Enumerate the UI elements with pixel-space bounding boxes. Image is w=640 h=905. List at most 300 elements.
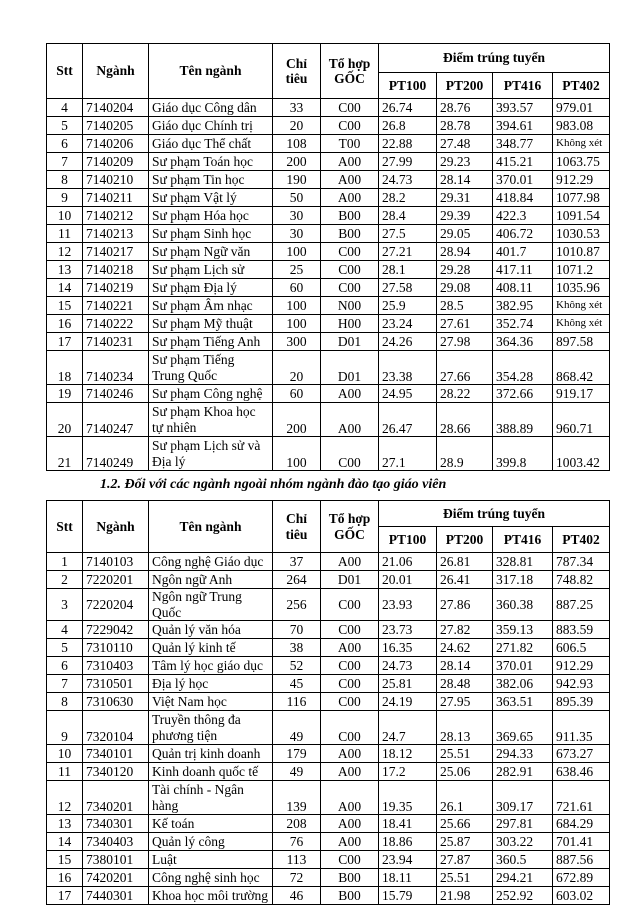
cell-pt416: 317.18 <box>493 571 553 589</box>
cell-pt200: 28.9 <box>437 437 493 471</box>
cell-ten-nganh: Công nghệ Giáo dục <box>149 553 273 571</box>
cell-pt100: 23.73 <box>379 621 437 639</box>
cell-chi-tieu: 37 <box>273 553 321 571</box>
cell-stt: 21 <box>47 437 83 471</box>
cell-pt100: 27.99 <box>379 153 437 171</box>
table-row <box>47 589 610 621</box>
cell-pt100: 18.12 <box>379 745 437 763</box>
cell-to-hop: A00 <box>321 833 379 851</box>
cell-pt416: 422.3 <box>493 207 553 225</box>
cell-pt416: 382.95 <box>493 297 553 315</box>
cell-pt402: 603.02 <box>553 887 610 905</box>
cell-pt416: 352.74 <box>493 315 553 333</box>
cell-chi-tieu: 52 <box>273 657 321 675</box>
cell-ma-nganh: 7340403 <box>83 833 149 851</box>
cell-ten-nganh: Quản lý kinh tế <box>149 639 273 657</box>
cell-chi-tieu: 20 <box>273 351 321 385</box>
cell-pt200: 24.62 <box>437 639 493 657</box>
table-row <box>47 781 610 815</box>
cell-ten-nganh: Tài chính - Ngân hàng <box>149 781 273 815</box>
table1-body <box>47 99 610 471</box>
cell-to-hop: C00 <box>321 117 379 135</box>
table-row <box>47 189 610 207</box>
header-nganh: Ngành <box>83 44 149 99</box>
cell-pt100: 24.73 <box>379 171 437 189</box>
cell-ma-nganh: 7310110 <box>83 639 149 657</box>
cell-ma-nganh: 7340101 <box>83 745 149 763</box>
cell-pt402: 748.82 <box>553 571 610 589</box>
cell-ma-nganh: 7320104 <box>83 711 149 745</box>
table2-body <box>47 553 610 905</box>
cell-pt100: 23.93 <box>379 589 437 621</box>
cell-pt200: 29.28 <box>437 261 493 279</box>
header-chi-tieu: Chỉ tiêu <box>273 501 321 553</box>
cell-ma-nganh: 7140247 <box>83 403 149 437</box>
cell-ten-nganh: Ngôn ngữ Trung Quốc <box>149 589 273 621</box>
cell-pt100: 23.24 <box>379 315 437 333</box>
cell-stt: 5 <box>47 117 83 135</box>
cell-pt100: 18.86 <box>379 833 437 851</box>
cell-pt416: 297.81 <box>493 815 553 833</box>
cell-pt402: 1077.98 <box>553 189 610 207</box>
cell-pt100: 27.58 <box>379 279 437 297</box>
cell-ten-nganh: Sư phạm Hóa học <box>149 207 273 225</box>
cell-pt200: 29.23 <box>437 153 493 171</box>
cell-pt402: 1010.87 <box>553 243 610 261</box>
cell-pt416: 382.06 <box>493 675 553 693</box>
cell-pt100: 19.35 <box>379 781 437 815</box>
table-row <box>47 297 610 315</box>
cell-chi-tieu: 46 <box>273 887 321 905</box>
cell-pt402: 1030.53 <box>553 225 610 243</box>
cell-to-hop: A00 <box>321 781 379 815</box>
cell-pt100: 24.19 <box>379 693 437 711</box>
cell-stt: 5 <box>47 639 83 657</box>
cell-ten-nganh: Sư phạm Tin học <box>149 171 273 189</box>
cell-to-hop: C00 <box>321 437 379 471</box>
table-row <box>47 711 610 745</box>
cell-ma-nganh: 7140231 <box>83 333 149 351</box>
cell-pt200: 29.39 <box>437 207 493 225</box>
cell-pt100: 23.38 <box>379 351 437 385</box>
cell-to-hop: A00 <box>321 745 379 763</box>
cell-pt100: 18.41 <box>379 815 437 833</box>
cell-ma-nganh: 7140103 <box>83 553 149 571</box>
cell-stt: 6 <box>47 135 83 153</box>
cell-pt402: 979.01 <box>553 99 610 117</box>
cell-pt416: 282.91 <box>493 763 553 781</box>
cell-pt200: 25.51 <box>437 745 493 763</box>
cell-chi-tieu: 49 <box>273 763 321 781</box>
cell-ten-nganh: Sư phạm Tiếng Anh <box>149 333 273 351</box>
cell-pt402: 887.25 <box>553 589 610 621</box>
header-to-hop: Tổ hợp GỐC <box>321 44 379 99</box>
cell-pt402: 895.39 <box>553 693 610 711</box>
cell-pt200: 28.66 <box>437 403 493 437</box>
cell-pt416: 417.11 <box>493 261 553 279</box>
cell-pt100: 27.1 <box>379 437 437 471</box>
cell-ten-nganh: Kế toán <box>149 815 273 833</box>
cell-chi-tieu: 300 <box>273 333 321 351</box>
header-stt: Stt <box>47 44 83 99</box>
cell-chi-tieu: 108 <box>273 135 321 153</box>
cell-ma-nganh: 7140249 <box>83 437 149 471</box>
cell-stt: 11 <box>47 763 83 781</box>
cell-ten-nganh: Quản lý văn hóa <box>149 621 273 639</box>
cell-pt200: 28.78 <box>437 117 493 135</box>
cell-chi-tieu: 60 <box>273 279 321 297</box>
cell-ma-nganh: 7140206 <box>83 135 149 153</box>
cell-pt100: 27.5 <box>379 225 437 243</box>
cell-chi-tieu: 20 <box>273 117 321 135</box>
cell-chi-tieu: 30 <box>273 207 321 225</box>
cell-pt200: 26.81 <box>437 553 493 571</box>
cell-chi-tieu: 113 <box>273 851 321 869</box>
cell-pt416: 372.66 <box>493 385 553 403</box>
cell-stt: 10 <box>47 207 83 225</box>
table-row <box>47 437 610 471</box>
cell-to-hop: A00 <box>321 153 379 171</box>
cell-pt416: 303.22 <box>493 833 553 851</box>
cell-to-hop: A00 <box>321 403 379 437</box>
cell-ten-nganh: Luật <box>149 851 273 869</box>
cell-ma-nganh: 7140204 <box>83 99 149 117</box>
cell-to-hop: C00 <box>321 261 379 279</box>
cell-pt100: 28.4 <box>379 207 437 225</box>
cell-pt416: 388.89 <box>493 403 553 437</box>
cell-pt416: 328.81 <box>493 553 553 571</box>
header-pt200: PT200 <box>437 73 493 99</box>
table-row <box>47 571 610 589</box>
cell-stt: 6 <box>47 657 83 675</box>
admission-table-teacher-training <box>46 43 610 471</box>
cell-pt416: 364.36 <box>493 333 553 351</box>
cell-pt416: 360.38 <box>493 589 553 621</box>
cell-pt416: 406.72 <box>493 225 553 243</box>
cell-ma-nganh: 7140219 <box>83 279 149 297</box>
cell-pt100: 24.95 <box>379 385 437 403</box>
cell-ten-nganh: Sư phạm Lịch sử <box>149 261 273 279</box>
cell-to-hop: A00 <box>321 385 379 403</box>
cell-pt100: 26.8 <box>379 117 437 135</box>
cell-pt200: 28.48 <box>437 675 493 693</box>
cell-to-hop: C00 <box>321 711 379 745</box>
cell-stt: 18 <box>47 351 83 385</box>
cell-chi-tieu: 100 <box>273 315 321 333</box>
cell-chi-tieu: 72 <box>273 869 321 887</box>
cell-stt: 11 <box>47 225 83 243</box>
cell-ten-nganh: Giáo dục Công dân <box>149 99 273 117</box>
cell-pt100: 23.94 <box>379 851 437 869</box>
cell-ma-nganh: 7140217 <box>83 243 149 261</box>
cell-pt416: 309.17 <box>493 781 553 815</box>
table-row <box>47 351 610 385</box>
cell-pt402: 1091.54 <box>553 207 610 225</box>
cell-to-hop: N00 <box>321 297 379 315</box>
cell-to-hop: A00 <box>321 815 379 833</box>
cell-pt416: 294.33 <box>493 745 553 763</box>
cell-pt416: 369.65 <box>493 711 553 745</box>
cell-chi-tieu: 264 <box>273 571 321 589</box>
cell-stt: 10 <box>47 745 83 763</box>
cell-pt200: 28.5 <box>437 297 493 315</box>
cell-stt: 16 <box>47 869 83 887</box>
cell-stt: 8 <box>47 171 83 189</box>
cell-pt200: 29.05 <box>437 225 493 243</box>
cell-to-hop: A00 <box>321 553 379 571</box>
cell-pt100: 24.73 <box>379 657 437 675</box>
cell-ten-nganh: Ngôn ngữ Anh <box>149 571 273 589</box>
cell-chi-tieu: 38 <box>273 639 321 657</box>
cell-pt416: 359.13 <box>493 621 553 639</box>
cell-ten-nganh: Giáo dục Chính trị <box>149 117 273 135</box>
cell-ten-nganh: Sư phạm Toán học <box>149 153 273 171</box>
cell-ten-nganh: Sư phạm Mỹ thuật <box>149 315 273 333</box>
cell-to-hop: A00 <box>321 763 379 781</box>
cell-ten-nganh: Sư phạm Địa lý <box>149 279 273 297</box>
table-row <box>47 225 610 243</box>
header-diem: Điểm trúng tuyển <box>379 44 610 73</box>
cell-stt: 7 <box>47 153 83 171</box>
cell-to-hop: A00 <box>321 189 379 207</box>
cell-pt402: 638.46 <box>553 763 610 781</box>
cell-pt100: 21.06 <box>379 553 437 571</box>
cell-pt100: 25.9 <box>379 297 437 315</box>
cell-to-hop: B00 <box>321 225 379 243</box>
cell-ten-nganh: Kinh doanh quốc tế <box>149 763 273 781</box>
cell-pt416: 401.7 <box>493 243 553 261</box>
cell-to-hop: C00 <box>321 621 379 639</box>
cell-to-hop: B00 <box>321 207 379 225</box>
cell-to-hop: T00 <box>321 135 379 153</box>
admission-table-other-majors <box>46 500 610 905</box>
table-row <box>47 315 610 333</box>
cell-pt200: 27.66 <box>437 351 493 385</box>
cell-pt200: 29.31 <box>437 189 493 207</box>
cell-chi-tieu: 200 <box>273 153 321 171</box>
cell-to-hop: A00 <box>321 639 379 657</box>
cell-ten-nganh: Khoa học môi trường <box>149 887 273 905</box>
cell-pt402: 684.29 <box>553 815 610 833</box>
table-row <box>47 153 610 171</box>
cell-ma-nganh: 7440301 <box>83 887 149 905</box>
cell-ma-nganh: 7340201 <box>83 781 149 815</box>
cell-pt402: Không xét <box>553 297 610 315</box>
cell-pt200: 28.22 <box>437 385 493 403</box>
cell-ma-nganh: 7140218 <box>83 261 149 279</box>
cell-ten-nganh: Sư phạm Lịch sử và Địa lý <box>149 437 273 471</box>
table-row <box>47 243 610 261</box>
table-row <box>47 117 610 135</box>
table-row <box>47 553 610 571</box>
cell-to-hop: C00 <box>321 99 379 117</box>
section-title: 1.2. Đối với các ngành ngoài nhóm ngành đào tạo giáo viên <box>100 477 447 492</box>
cell-pt402: 701.41 <box>553 833 610 851</box>
cell-pt402: 1035.96 <box>553 279 610 297</box>
cell-pt402: 606.5 <box>553 639 610 657</box>
header-nganh: Ngành <box>83 501 149 553</box>
table-row <box>47 207 610 225</box>
cell-pt200: 25.06 <box>437 763 493 781</box>
cell-stt: 4 <box>47 99 83 117</box>
cell-pt416: 294.21 <box>493 869 553 887</box>
cell-ten-nganh: Sư phạm Sinh học <box>149 225 273 243</box>
cell-ma-nganh: 7340301 <box>83 815 149 833</box>
cell-pt200: 21.98 <box>437 887 493 905</box>
cell-stt: 15 <box>47 297 83 315</box>
cell-pt416: 394.61 <box>493 117 553 135</box>
table-row <box>47 675 610 693</box>
cell-pt100: 26.47 <box>379 403 437 437</box>
cell-stt: 4 <box>47 621 83 639</box>
cell-pt100: 15.79 <box>379 887 437 905</box>
table-row <box>47 333 610 351</box>
cell-pt100: 25.81 <box>379 675 437 693</box>
table-row <box>47 763 610 781</box>
table-row <box>47 887 610 905</box>
cell-pt402: 673.27 <box>553 745 610 763</box>
cell-chi-tieu: 100 <box>273 243 321 261</box>
cell-pt416: 354.28 <box>493 351 553 385</box>
cell-to-hop: D01 <box>321 333 379 351</box>
cell-ma-nganh: 7140205 <box>83 117 149 135</box>
cell-stt: 9 <box>47 711 83 745</box>
cell-ten-nganh: Sư phạm Vật lý <box>149 189 273 207</box>
header-pt416: PT416 <box>493 73 553 99</box>
cell-pt200: 27.82 <box>437 621 493 639</box>
cell-pt100: 16.35 <box>379 639 437 657</box>
cell-to-hop: D01 <box>321 571 379 589</box>
cell-chi-tieu: 100 <box>273 297 321 315</box>
cell-pt402: 942.93 <box>553 675 610 693</box>
cell-pt200: 28.14 <box>437 171 493 189</box>
cell-ma-nganh: 7140234 <box>83 351 149 385</box>
cell-stt: 12 <box>47 781 83 815</box>
cell-stt: 7 <box>47 675 83 693</box>
cell-stt: 9 <box>47 189 83 207</box>
cell-pt416: 370.01 <box>493 657 553 675</box>
cell-pt200: 27.48 <box>437 135 493 153</box>
cell-to-hop: B00 <box>321 869 379 887</box>
cell-stt: 19 <box>47 385 83 403</box>
cell-ma-nganh: 7140210 <box>83 171 149 189</box>
cell-pt100: 18.11 <box>379 869 437 887</box>
cell-pt200: 27.95 <box>437 693 493 711</box>
cell-stt: 1 <box>47 553 83 571</box>
cell-pt402: 983.08 <box>553 117 610 135</box>
header-pt402: PT402 <box>553 73 610 99</box>
cell-pt200: 28.76 <box>437 99 493 117</box>
cell-ten-nganh: Truyền thông đa phương tiện <box>149 711 273 745</box>
table-row <box>47 621 610 639</box>
cell-stt: 15 <box>47 851 83 869</box>
cell-pt100: 20.01 <box>379 571 437 589</box>
cell-to-hop: C00 <box>321 589 379 621</box>
cell-chi-tieu: 60 <box>273 385 321 403</box>
cell-chi-tieu: 139 <box>273 781 321 815</box>
cell-to-hop: C00 <box>321 851 379 869</box>
cell-pt100: 27.21 <box>379 243 437 261</box>
cell-ma-nganh: 7420201 <box>83 869 149 887</box>
cell-stt: 20 <box>47 403 83 437</box>
cell-ma-nganh: 7380101 <box>83 851 149 869</box>
cell-chi-tieu: 76 <box>273 833 321 851</box>
table-row <box>47 639 610 657</box>
cell-pt402: 887.56 <box>553 851 610 869</box>
cell-chi-tieu: 200 <box>273 403 321 437</box>
cell-pt200: 25.51 <box>437 869 493 887</box>
cell-ten-nganh: Việt Nam học <box>149 693 273 711</box>
cell-pt416: 271.82 <box>493 639 553 657</box>
cell-ma-nganh: 7310501 <box>83 675 149 693</box>
cell-pt200: 29.08 <box>437 279 493 297</box>
cell-pt402: 911.35 <box>553 711 610 745</box>
cell-chi-tieu: 70 <box>273 621 321 639</box>
cell-pt416: 418.84 <box>493 189 553 207</box>
cell-pt100: 26.74 <box>379 99 437 117</box>
cell-pt200: 27.98 <box>437 333 493 351</box>
cell-ma-nganh: 7310403 <box>83 657 149 675</box>
header-pt100: PT100 <box>379 73 437 99</box>
cell-pt402: 672.89 <box>553 869 610 887</box>
cell-pt100: 28.2 <box>379 189 437 207</box>
table-row <box>47 261 610 279</box>
cell-ma-nganh: 7220201 <box>83 571 149 589</box>
table-row <box>47 657 610 675</box>
header-to-hop: Tổ hợp GỐC <box>321 501 379 553</box>
cell-pt402: 912.29 <box>553 171 610 189</box>
cell-pt200: 27.86 <box>437 589 493 621</box>
cell-pt402: 868.42 <box>553 351 610 385</box>
cell-ma-nganh: 7140222 <box>83 315 149 333</box>
cell-to-hop: C00 <box>321 279 379 297</box>
cell-to-hop: H00 <box>321 315 379 333</box>
cell-stt: 12 <box>47 243 83 261</box>
table-row <box>47 403 610 437</box>
cell-chi-tieu: 50 <box>273 189 321 207</box>
cell-ten-nganh: Sư phạm Khoa học tự nhiên <box>149 403 273 437</box>
header-stt: Stt <box>47 501 83 553</box>
cell-to-hop: C00 <box>321 243 379 261</box>
cell-pt402: 912.29 <box>553 657 610 675</box>
cell-pt416: 348.77 <box>493 135 553 153</box>
header-chi-tieu: Chỉ tiêu <box>273 44 321 99</box>
cell-pt402: 897.58 <box>553 333 610 351</box>
cell-pt416: 370.01 <box>493 171 553 189</box>
cell-stt: 14 <box>47 279 83 297</box>
cell-pt416: 363.51 <box>493 693 553 711</box>
cell-pt402: 919.17 <box>553 385 610 403</box>
cell-ma-nganh: 7140221 <box>83 297 149 315</box>
cell-stt: 3 <box>47 589 83 621</box>
cell-ma-nganh: 7220204 <box>83 589 149 621</box>
cell-ten-nganh: Giáo dục Thể chất <box>149 135 273 153</box>
cell-pt200: 28.13 <box>437 711 493 745</box>
header-pt200: PT200 <box>437 527 493 553</box>
table-row <box>47 135 610 153</box>
cell-pt416: 360.5 <box>493 851 553 869</box>
cell-chi-tieu: 190 <box>273 171 321 189</box>
cell-chi-tieu: 179 <box>273 745 321 763</box>
cell-ma-nganh: 7340120 <box>83 763 149 781</box>
cell-pt416: 408.11 <box>493 279 553 297</box>
table-row <box>47 279 610 297</box>
cell-ten-nganh: Sư phạm Tiếng Trung Quốc <box>149 351 273 385</box>
cell-pt402: 1071.2 <box>553 261 610 279</box>
cell-stt: 14 <box>47 833 83 851</box>
cell-ten-nganh: Sư phạm Ngữ văn <box>149 243 273 261</box>
cell-chi-tieu: 30 <box>273 225 321 243</box>
